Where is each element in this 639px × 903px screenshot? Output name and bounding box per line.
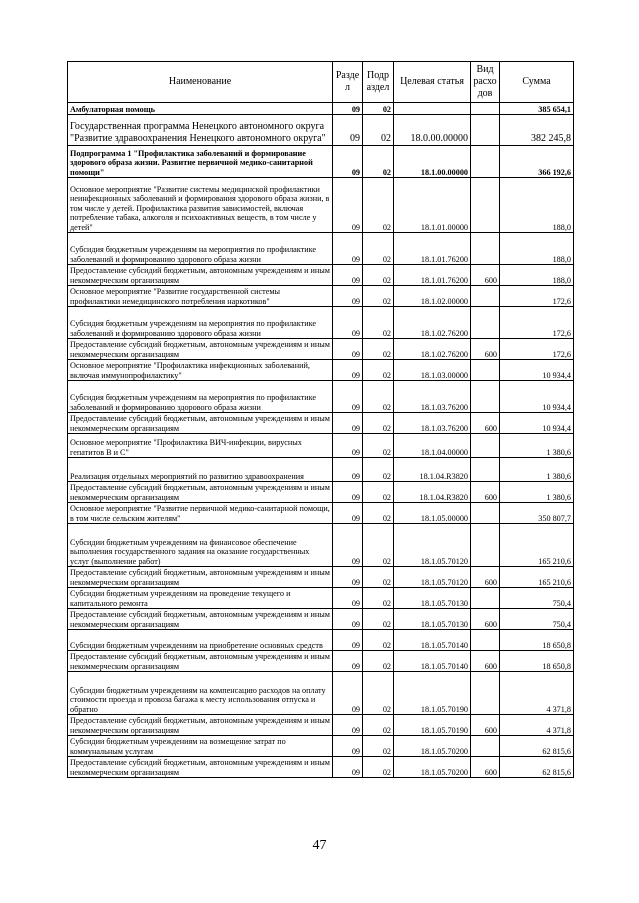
row-amount: 172,6 — [500, 307, 574, 339]
row-section: 09 — [333, 115, 363, 146]
row-exp-type: 600 — [471, 651, 500, 672]
table-row — [68, 458, 574, 482]
row-target: 18.1.05.70140 — [394, 651, 471, 672]
row-name: Субсидии бюджетным учреждениям на приобретение основных средств — [68, 630, 333, 651]
row-subsection: 02 — [363, 651, 394, 672]
row-name: Предоставление субсидий бюджетным, автономным учреждениям и иным некоммерческим организациям — [68, 339, 333, 360]
row-target: 18.1.02.76200 — [394, 339, 471, 360]
row-subsection: 02 — [363, 339, 394, 360]
row-exp-type — [471, 672, 500, 715]
row-name: Государственная программа Ненецкого автономного округа "Развитие здравоохранения Ненецкого автономного округа" — [68, 115, 333, 146]
row-exp-type — [471, 381, 500, 413]
row-target: 18.1.03.76200 — [394, 381, 471, 413]
row-amount: 1 380,6 — [500, 434, 574, 458]
row-exp-type — [471, 307, 500, 339]
row-exp-type: 600 — [471, 482, 500, 503]
header-subsection: Подр аздел — [363, 62, 394, 103]
row-amount: 62 815,6 — [500, 736, 574, 757]
row-exp-type — [471, 115, 500, 146]
row-exp-type — [471, 630, 500, 651]
row-amount: 382 245,8 — [500, 115, 574, 146]
row-target: 18.1.05.70190 — [394, 715, 471, 736]
row-target: 18.1.03.76200 — [394, 413, 471, 434]
row-amount: 165 210,6 — [500, 524, 574, 567]
row-target: 18.1.04.R3820 — [394, 482, 471, 503]
row-section: 09 — [333, 672, 363, 715]
row-section: 09 — [333, 503, 363, 524]
row-target: 18.1.01.76200 — [394, 265, 471, 286]
row-subsection: 02 — [363, 567, 394, 588]
row-target: 18.1.00.00000 — [394, 146, 471, 178]
row-exp-type — [471, 588, 500, 609]
row-name: Предоставление субсидий бюджетным, автономным учреждениям и иным некоммерческим организациям — [68, 609, 333, 630]
row-amount: 4 371,8 — [500, 715, 574, 736]
table-row — [68, 609, 574, 630]
row-target: 18.1.05.00000 — [394, 503, 471, 524]
row-amount: 1 380,6 — [500, 482, 574, 503]
row-name: Предоставление субсидий бюджетным, автономным учреждениям и иным некоммерческим организациям — [68, 482, 333, 503]
row-section: 09 — [333, 265, 363, 286]
row-subsection: 02 — [363, 715, 394, 736]
row-subsection: 02 — [363, 458, 394, 482]
table-row — [68, 482, 574, 503]
row-subsection: 02 — [363, 588, 394, 609]
table-row — [68, 233, 574, 265]
row-target: 18.1.03.00000 — [394, 360, 471, 381]
row-section: 09 — [333, 307, 363, 339]
row-exp-type — [471, 434, 500, 458]
table-row — [68, 339, 574, 360]
row-exp-type — [471, 736, 500, 757]
row-exp-type — [471, 233, 500, 265]
row-exp-type — [471, 503, 500, 524]
row-name: Субсидия бюджетным учреждениям на мероприятия по профилактике заболеваний и формированию здорового образа жизни — [68, 381, 333, 413]
row-name: Субсидии бюджетным учреждениям на проведение текущего и капитального ремонта — [68, 588, 333, 609]
page-number: 47 — [312, 838, 327, 853]
row-target: 18.1.05.70200 — [394, 757, 471, 778]
row-name: Предоставление субсидий бюджетным, автономным учреждениям и иным некоммерческим организациям — [68, 413, 333, 434]
row-amount: 18 650,8 — [500, 651, 574, 672]
row-section: 09 — [333, 482, 363, 503]
row-section: 09 — [333, 736, 363, 757]
row-section: 09 — [333, 651, 363, 672]
row-section: 09 — [333, 609, 363, 630]
row-name: Основное мероприятие "Профилактика ВИЧ-инфекции, вирусных гепатитов В и С" — [68, 434, 333, 458]
row-section: 09 — [333, 233, 363, 265]
table-row — [68, 736, 574, 757]
row-amount: 750,4 — [500, 609, 574, 630]
row-amount: 10 934,4 — [500, 413, 574, 434]
row-name: Основное мероприятие "Профилактика инфекционных заболеваний, включая иммунопрофилактику" — [68, 360, 333, 381]
table-row — [68, 567, 574, 588]
row-target: 18.1.05.70120 — [394, 524, 471, 567]
row-exp-type — [471, 286, 500, 307]
row-section: 09 — [333, 381, 363, 413]
row-amount: 62 815,6 — [500, 757, 574, 778]
row-section: 09 — [333, 524, 363, 567]
row-exp-type: 600 — [471, 567, 500, 588]
row-exp-type — [471, 146, 500, 178]
row-name: Субсидии бюджетным учреждениям на финансовое обеспечение выполнения государственного задания на оказание государственных услуг (выполнение работ) — [68, 524, 333, 567]
row-subsection: 02 — [363, 286, 394, 307]
row-section: 09 — [333, 286, 363, 307]
table-row — [68, 178, 574, 233]
row-amount: 172,6 — [500, 339, 574, 360]
row-amount: 188,0 — [500, 233, 574, 265]
row-section: 09 — [333, 757, 363, 778]
row-target: 18.1.04.R3820 — [394, 458, 471, 482]
row-name: Предоставление субсидий бюджетным, автономным учреждениям и иным некоммерческим организациям — [68, 715, 333, 736]
table-row — [68, 307, 574, 339]
budget-table — [67, 61, 574, 778]
header-exp-type: Вид расхо дов — [471, 62, 500, 103]
row-amount: 350 807,7 — [500, 503, 574, 524]
row-target: 18.1.02.76200 — [394, 307, 471, 339]
row-exp-type: 600 — [471, 339, 500, 360]
row-section: 09 — [333, 458, 363, 482]
header-target: Целевая статья — [394, 62, 471, 103]
row-exp-type: 600 — [471, 413, 500, 434]
row-amount: 366 192,6 — [500, 146, 574, 178]
row-target: 18.1.02.00000 — [394, 286, 471, 307]
row-target: 18.1.04.00000 — [394, 434, 471, 458]
row-subsection: 02 — [363, 413, 394, 434]
header-section: Разде л — [333, 62, 363, 103]
table-row — [68, 103, 574, 115]
row-name: Амбулаторная помощь — [68, 103, 333, 115]
row-name: Реализация отдельных мероприятий по развитию здравоохранения — [68, 458, 333, 482]
row-section: 09 — [333, 146, 363, 178]
row-exp-type — [471, 524, 500, 567]
row-name: Предоставление субсидий бюджетным, автономным учреждениям и иным некоммерческим организациям — [68, 265, 333, 286]
row-target: 18.1.01.76200 — [394, 233, 471, 265]
row-section: 09 — [333, 715, 363, 736]
row-target: 18.1.05.70120 — [394, 567, 471, 588]
row-name: Субсидии бюджетным учреждениям на компенсацию расходов на оплату стоимости проезда и провоза багажа к месту использования отпуска и обратно — [68, 672, 333, 715]
row-amount: 188,0 — [500, 178, 574, 233]
row-target — [394, 103, 471, 115]
row-name: Подпрограмма 1 "Профилактика заболеваний и формирование здорового образа жизни. Развитие первичной медико-санитарной помощи" — [68, 146, 333, 178]
row-subsection: 02 — [363, 482, 394, 503]
row-subsection: 02 — [363, 146, 394, 178]
row-subsection: 02 — [363, 381, 394, 413]
header-name: Наименование — [68, 62, 333, 103]
table-row — [68, 360, 574, 381]
row-subsection: 02 — [363, 503, 394, 524]
row-exp-type: 600 — [471, 265, 500, 286]
row-target: 18.1.01.00000 — [394, 178, 471, 233]
table-row — [68, 715, 574, 736]
row-subsection: 02 — [363, 630, 394, 651]
table-row — [68, 757, 574, 778]
row-subsection: 02 — [363, 609, 394, 630]
row-exp-type — [471, 458, 500, 482]
row-section: 09 — [333, 413, 363, 434]
table-row — [68, 381, 574, 413]
table-row — [68, 588, 574, 609]
row-target: 18.1.05.70130 — [394, 609, 471, 630]
row-name: Основное мероприятие "Развитие государственной системы профилактики немедицинского потребления наркотиков" — [68, 286, 333, 307]
row-subsection: 02 — [363, 103, 394, 115]
row-section: 09 — [333, 339, 363, 360]
table-row — [68, 115, 574, 146]
table-row — [68, 630, 574, 651]
row-section: 09 — [333, 567, 363, 588]
row-amount: 10 934,4 — [500, 360, 574, 381]
row-name: Основное мероприятие "Развитие системы медицинской профилактики неинфекционных заболеваний и формирования здорового образа жизни, в том числе у детей. Профилактика развития зависимостей, включая потребление табака, алкоголя и психоактивных веществ, в том числе у детей" — [68, 178, 333, 233]
row-target: 18.1.05.70190 — [394, 672, 471, 715]
row-amount: 18 650,8 — [500, 630, 574, 651]
row-exp-type: 600 — [471, 757, 500, 778]
row-name: Предоставление субсидий бюджетным, автономным учреждениям и иным некоммерческим организациям — [68, 757, 333, 778]
row-subsection: 02 — [363, 434, 394, 458]
row-exp-type: 600 — [471, 715, 500, 736]
row-name: Основное мероприятие "Развитие первичной медико-санитарной помощи, в том числе сельским жителям" — [68, 503, 333, 524]
row-exp-type — [471, 103, 500, 115]
row-section: 09 — [333, 178, 363, 233]
row-name: Субсидия бюджетным учреждениям на мероприятия по профилактике заболеваний и формированию здорового образа жизни — [68, 233, 333, 265]
row-subsection: 02 — [363, 178, 394, 233]
row-section: 09 — [333, 360, 363, 381]
row-subsection: 02 — [363, 115, 394, 146]
table-header-row — [68, 62, 574, 103]
row-amount: 1 380,6 — [500, 458, 574, 482]
row-amount: 385 654,1 — [500, 103, 574, 115]
row-subsection: 02 — [363, 757, 394, 778]
row-section: 09 — [333, 630, 363, 651]
table-row — [68, 146, 574, 178]
row-name: Предоставление субсидий бюджетным, автономным учреждениям и иным некоммерческим организациям — [68, 651, 333, 672]
row-amount: 165 210,6 — [500, 567, 574, 588]
row-section: 09 — [333, 588, 363, 609]
table-row — [68, 503, 574, 524]
row-amount: 188,0 — [500, 265, 574, 286]
row-subsection: 02 — [363, 233, 394, 265]
table-row — [68, 286, 574, 307]
row-name: Субсидия бюджетным учреждениям на мероприятия по профилактике заболеваний и формированию здорового образа жизни — [68, 307, 333, 339]
row-exp-type — [471, 178, 500, 233]
row-name: Предоставление субсидий бюджетным, автономным учреждениям и иным некоммерческим организациям — [68, 567, 333, 588]
row-subsection: 02 — [363, 736, 394, 757]
table-row — [68, 265, 574, 286]
table-row — [68, 524, 574, 567]
row-subsection: 02 — [363, 265, 394, 286]
header-amount: Сумма — [500, 62, 574, 103]
table-row — [68, 434, 574, 458]
row-target: 18.1.05.70200 — [394, 736, 471, 757]
table-row — [68, 672, 574, 715]
row-subsection: 02 — [363, 672, 394, 715]
row-name: Субсидии бюджетным учреждениям на возмещение затрат по коммунальным услугам — [68, 736, 333, 757]
row-subsection: 02 — [363, 524, 394, 567]
row-amount: 4 371,8 — [500, 672, 574, 715]
table-row — [68, 413, 574, 434]
table-row — [68, 651, 574, 672]
row-amount: 750,4 — [500, 588, 574, 609]
row-section: 09 — [333, 434, 363, 458]
row-exp-type: 600 — [471, 609, 500, 630]
row-target: 18.0.00.00000 — [394, 115, 471, 146]
row-subsection: 02 — [363, 360, 394, 381]
row-subsection: 02 — [363, 307, 394, 339]
row-target: 18.1.05.70140 — [394, 630, 471, 651]
row-exp-type — [471, 360, 500, 381]
row-amount: 10 934,4 — [500, 381, 574, 413]
row-amount: 172,6 — [500, 286, 574, 307]
row-target: 18.1.05.70130 — [394, 588, 471, 609]
row-section: 09 — [333, 103, 363, 115]
